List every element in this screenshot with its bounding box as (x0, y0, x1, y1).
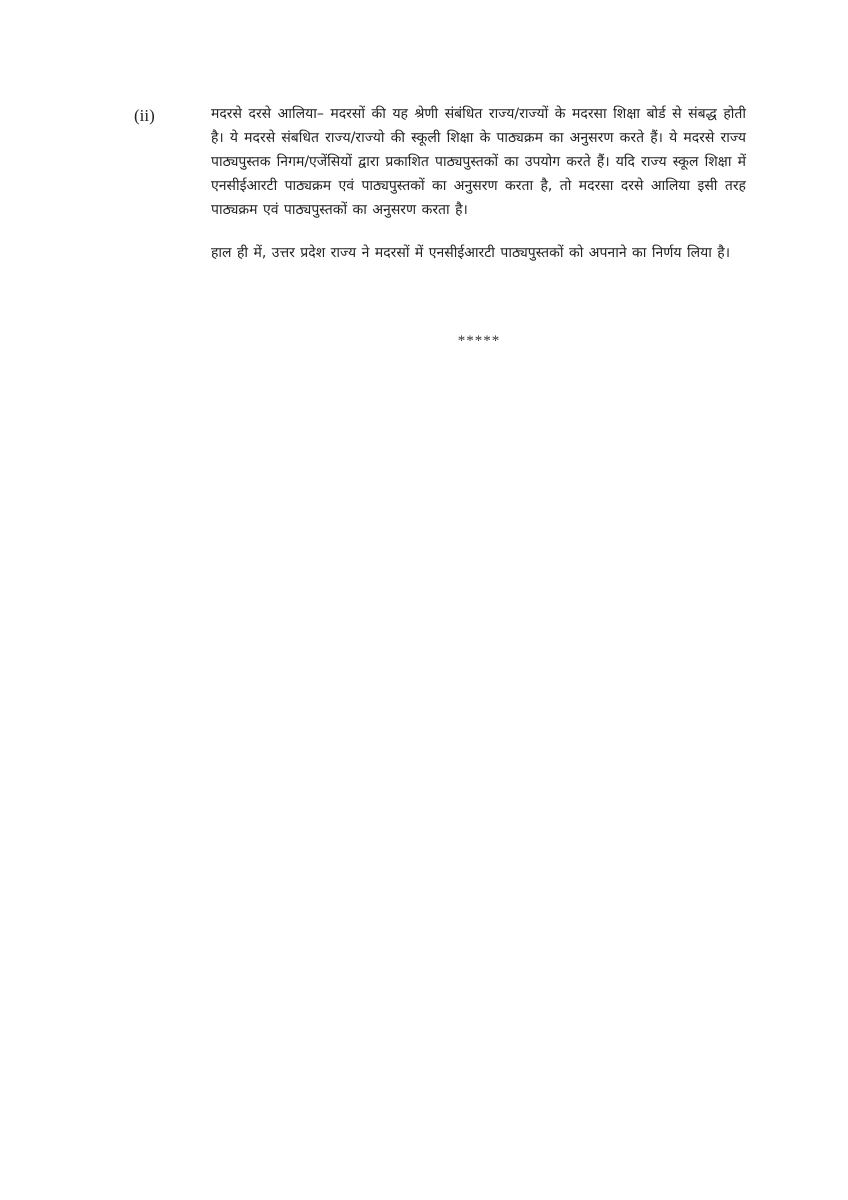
end-separator: ***** (457, 333, 501, 349)
item-marker: (ii) (134, 106, 155, 125)
paragraph-madrasa-darse-aliya: मदरसे दरसे आलिया– मदरसों की यह श्रेणी संबंधित राज्य/राज्यों के मदरसा शिक्षा बोर्ड से संबद्ध होती है। ये मदरसे संबधित राज्य/राज्यो की स्कूली शिक्षा के पाठ्यक्रम का अनुसरण करते हैं। ये मदरसे राज्य पाठ्यपुस्तक निगम/एजेंसियों द्वारा प्रकाशित पाठ्यपुस्तकों का उपयोग करते हैं। यदि राज्य स्कूल शिक्षा में एनसीईआरटी पाठ्यक्रम एवं पाठ्यपुस्तकों का अनुसरण करता है, तो मदरसा दरसे आलिया इसी तरह पाठ्यक्रम एवं पाठ्यपुस्तकों का अनुसरण करता है। (211, 106, 746, 218)
paragraph-uttar-pradesh-decision: हाल ही में, उत्तर प्रदेश राज्य ने मदरसों में एनसीईआरटी पाठ्यपुस्तकों को अपनाने का निर्णय लिया है। (211, 245, 731, 261)
item-body (211, 102, 746, 265)
